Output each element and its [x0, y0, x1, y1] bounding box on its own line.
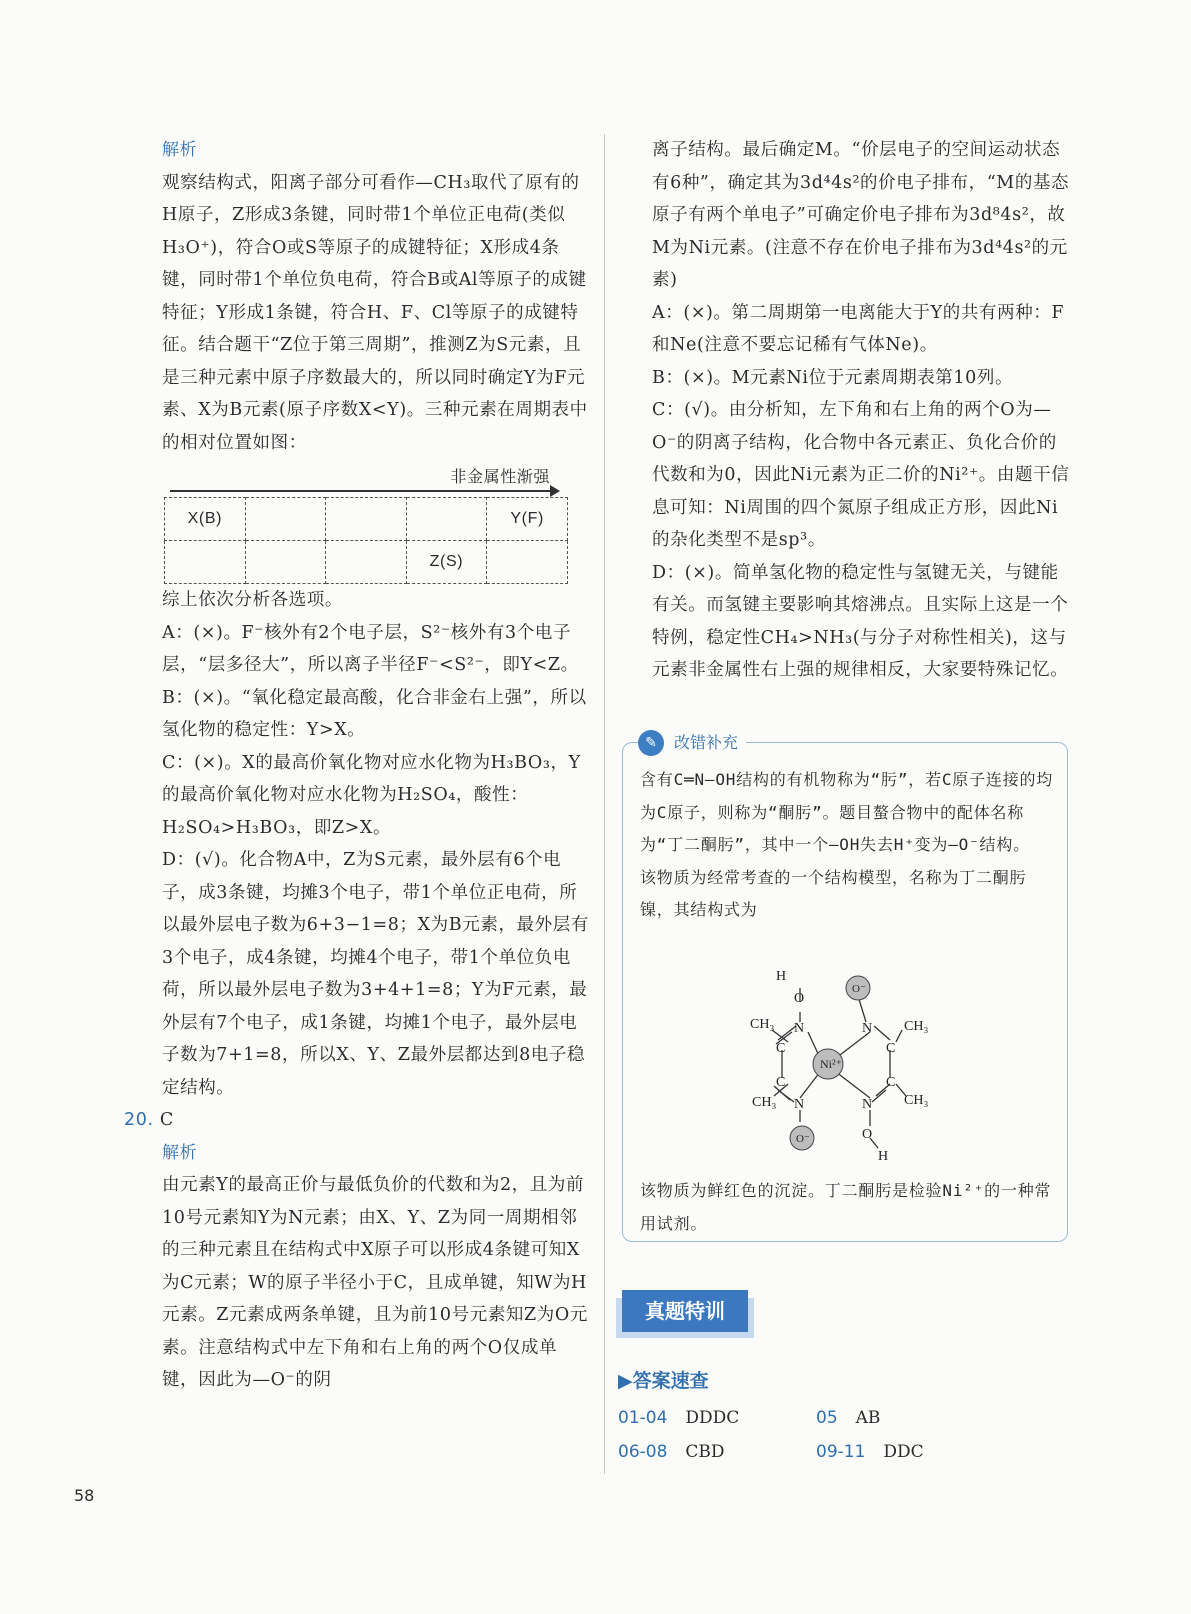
ch3-label: CH₃ [752, 1095, 777, 1110]
table-cell [245, 498, 325, 541]
h-label: H [776, 969, 787, 984]
analysis-paragraph: 观察结构式，阳离子部分可看作—CH₃取代了原有的H原子，Z形成3条键，同时带1个单位正电荷(类似H₃O⁺)，符合O或S等原子的成键特征；X形成4条键，同时带1个单位负电荷，符合B或Al等原子的成键特征；Y形成1条键，符合H、F、Cl等原子的成键特征。结合题干“Z位于第三周期”，推测Z为S元素，且是三种元素中原子序数最大的，所以同时确定Y为F元素、X为B元素(原子序数X<Y)。三种元素在周期表中的相对位置如图： [162, 172, 588, 453]
table-cell [245, 541, 325, 584]
summary-line: 综上依次分析各选项。 [162, 590, 343, 610]
section-badge: 真题特训 [622, 1290, 748, 1332]
trend-label: 非金属性渐强 [450, 467, 550, 486]
o-minus-label: O⁻ [852, 983, 866, 995]
answer-item [816, 1408, 880, 1428]
table-cell [406, 498, 487, 541]
arrow-line [170, 490, 552, 492]
o-label: O [862, 1127, 873, 1142]
answers-heading: ▶答案速查 [618, 1370, 709, 1392]
table-cell [326, 498, 406, 541]
arrow-head-icon [550, 485, 560, 497]
c-label: C [886, 1041, 896, 1056]
question-number: 20. [124, 1110, 154, 1130]
c-label: C [886, 1075, 896, 1090]
continuation-paragraph: 离子结构。最后确定M。“价层电子的空间运动状态有6种”，确定其为3d⁴4s²的价电子排布，“M的基态原子有两个单电子”可确定价电子排布为3d⁸4s²，故M为Ni元素。(注意不存在价电子排布为3d⁴4s²的元素) [652, 140, 1070, 290]
n-label: N [794, 1097, 805, 1112]
answer-item [618, 1442, 725, 1462]
o-label: O [794, 991, 805, 1006]
analysis-heading-2: 解析 [162, 1142, 198, 1163]
answer-range: 01-04 [618, 1408, 668, 1428]
table-cell [487, 541, 568, 584]
supplement-paragraph-2: 该物质为经常考查的一个结构模型，名称为丁二酮肟镍，其结构式为 [640, 867, 1027, 919]
periodic-position-table [164, 497, 568, 584]
table-cell: Z(S) [406, 541, 487, 584]
column-divider [604, 134, 605, 1474]
supplement-title [638, 728, 746, 758]
answer-item [816, 1442, 924, 1462]
supplement-text [640, 764, 1058, 927]
ch3-label: CH₃ [904, 1093, 929, 1108]
answer-range: 09-11 [816, 1442, 866, 1462]
left-column [124, 134, 592, 1397]
supplement-title-text: 改错补充 [674, 733, 739, 752]
analysis-paragraph-2: 由元素Y的最高正价与最低负价的代数和为2，且为前10号元素知Y为N元素；由X、Y、Z为同一周期相邻的三种元素且在结构式中X原子可以形成4条键可知X为C元素；W的原子半径小于C，且成单键，知W为H元素。Z元素成两条单键，且为前10号元素知Z为O元素。注意结构式中左下角和右上角的两个O仅成单键，因此为—O⁻的阴 [162, 1175, 588, 1390]
answer-range: 06-08 [618, 1442, 668, 1462]
question-20 [124, 1104, 592, 1137]
ni-label: Ni²⁺ [820, 1057, 842, 1071]
answer-range: 05 [816, 1408, 838, 1428]
question-answer: C [159, 1110, 174, 1130]
option-b: B：(×)。“氧化稳定最高酸，化合非金右上强”，所以氢化物的稳定性：Y>X。 [162, 687, 587, 740]
answer-value: DDC [883, 1442, 924, 1462]
right-column [652, 134, 1074, 687]
h-label: H [878, 1149, 889, 1164]
trend-arrow [162, 467, 592, 497]
option-d: D：(×)。简单氢化物的稳定性与氢键无关，与键能有关。而氢键主要影响其熔沸点。且实际上这是一个特例，稳定性CH₄>NH₃(与分子对称性相关)，这与元素非金属性右上强的规律相反，大家要特殊记忆。 [652, 562, 1069, 680]
c-label: C [776, 1075, 786, 1090]
n-label: N [794, 1021, 805, 1036]
supplement-text-end [640, 1175, 1058, 1240]
answer-value: CBD [685, 1442, 725, 1462]
table-cell: X(B) [165, 498, 246, 541]
n-label: N [862, 1097, 873, 1112]
supplement-paragraph-3: 该物质为鲜红色的沉淀。丁二酮肟是检验Ni²⁺的一种常用试剂。 [640, 1181, 1052, 1233]
supplement-paragraph-1: 含有C═N—OH结构的有机物称为“肟”，若C原子连接的均为C原子，则称为“酮肟”。题目螯合物中的配体名称为“丁二酮肟”，其中一个—OH失去H⁺变为—O⁻结构。 [640, 770, 1054, 854]
answer-value: AB [855, 1408, 881, 1428]
answer-value: DDDC [685, 1408, 740, 1428]
c-label: C [776, 1041, 786, 1056]
option-d: D：(√)。化合物A中，Z为S元素，最外层有6个电子，成3条键，均摊3个电子，带1个单位正电荷，所以最外层电子数为6+3−1=8；X为B元素，最外层有3个电子，成4条键，均摊4个电子，带1个单位负电荷，所以最外层电子数为3+4+1=8；Y为F元素，最外层有7个电子，成1条键，均摊1个电子，最外层电子数为7+1=8，所以X、Y、Z最外层都达到8电子稳定结构。 [162, 850, 589, 1098]
table-cell [326, 541, 406, 584]
page-number: 58 [74, 1486, 95, 1505]
option-c: C：(×)。X的最高价氧化物对应水化物为H₃BO₃，Y的最高价氧化物对应水化物为H₂SO₄，酸性：H₂SO₄>H₃BO₃，即Z>X。 [162, 752, 581, 838]
table-cell: Y(F) [487, 498, 568, 541]
option-a: A：(×)。第二周期第一电离能大于Y的共有两种：F和Ne(注意不要忘记稀有气体Ne)。 [652, 302, 1065, 355]
globe-icon: ✎ [638, 730, 664, 756]
nickel-dimethylglyoxime-structure [738, 960, 958, 1170]
ch3-label: CH₃ [750, 1017, 775, 1032]
ch3-label: CH₃ [904, 1019, 929, 1034]
answer-item [618, 1408, 739, 1428]
o-minus-label: O⁻ [796, 1133, 810, 1145]
n-label: N [862, 1021, 873, 1036]
option-b: B：(×)。M元素Ni位于元素周期表第10列。 [652, 367, 1014, 388]
option-a: A：(×)。F⁻核外有2个电子层，S²⁻核外有3个电子层，“层多径大”，所以离子半径F⁻<S²⁻，即Y<Z。 [162, 622, 579, 675]
table-cell [165, 541, 246, 584]
option-c: C：(√)。由分析知，左下角和右上角的两个O为—O⁻的阴离子结构，化合物中各元素正、负化合价的代数和为0，因此Ni元素为正二价的Ni²⁺。由题干信息可知：Ni周围的四个氮原子组成正方形，因此Ni的杂化类型不是sp³。 [652, 400, 1070, 550]
analysis-heading: 解析 [162, 140, 198, 160]
